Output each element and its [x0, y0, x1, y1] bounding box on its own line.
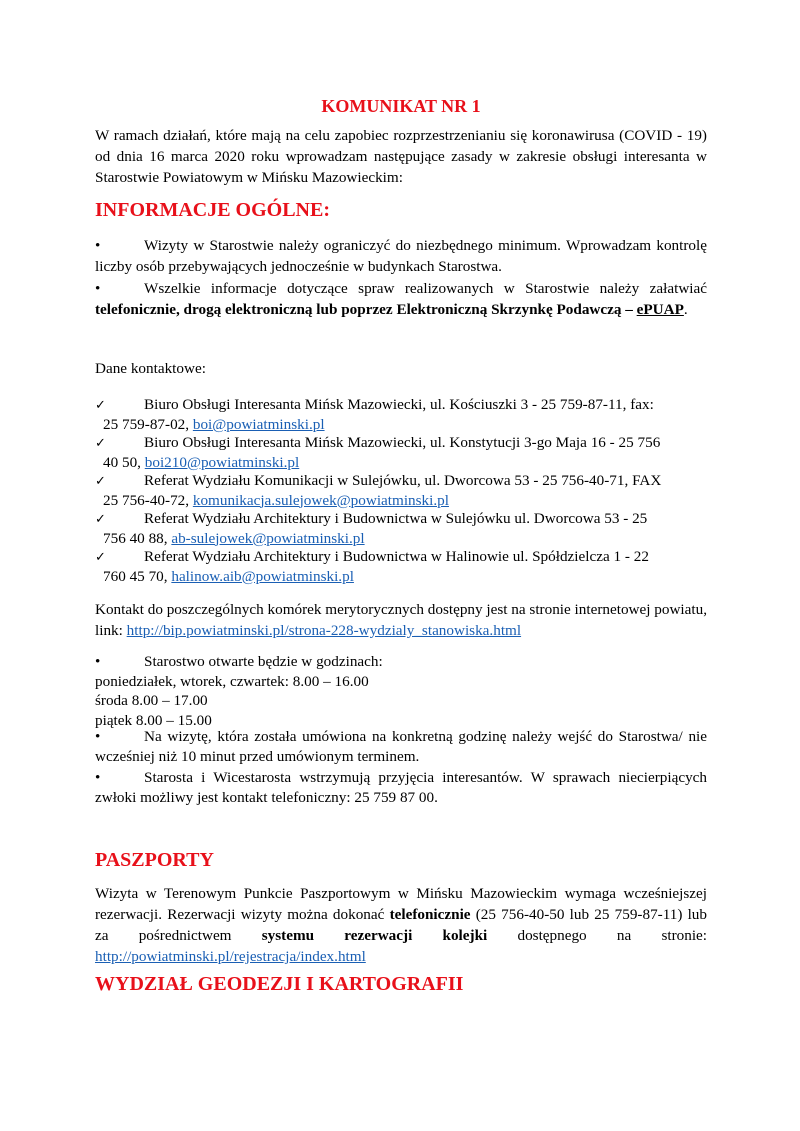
bullet-appointment: [95, 727, 707, 767]
section-heading-geodesy: WYDZIAŁ GEODEZJI I KARTOGRAFII: [95, 973, 464, 995]
checkmark-icon: ✓: [95, 398, 106, 413]
bullet-starosta: [95, 768, 707, 808]
contact-phone: 25 756-40-72,: [103, 491, 193, 509]
email-link[interactable]: boi210@powiatminski.pl: [144, 453, 300, 471]
section-heading-general: INFORMACJE OGÓLNE:: [95, 199, 330, 221]
checkmark-icon: ✓: [95, 474, 106, 489]
bullet-text: Starosta i Wicestarosta wstrzymują przyjęcia interesantów. W sprawach niecierpiących zwłoki możliwy jest kontakt telefoniczny: 25 759 87 00.: [95, 769, 707, 806]
contact-item: [95, 472, 707, 510]
contact-address: Biuro Obsługi Interesanta Mińsk Mazowiecki, ul. Kościuszki 3 - 25 759-87-11, fax:: [144, 396, 654, 413]
bullet-icon: •: [95, 280, 101, 297]
bold-phone: telefonicznie: [389, 906, 471, 923]
document-title: KOMUNIKAT NR 1: [321, 96, 481, 116]
contact-phone: 760 45 70,: [103, 567, 172, 585]
contacts-label: Dane kontaktowe:: [95, 360, 206, 377]
bullet-text: Na wizytę, która została umówiona na konkretną godzinę należy wejść do Starostwa/ nie wcześniej niż 10 minut przed umówionym terminem.: [95, 728, 707, 765]
bullet-text: Wizyty w Starostwie należy ograniczyć do niezbędnego minimum. Wprowadzam kontrolę liczby osób przebywających jednocześnie w budynkach Starostwa.: [95, 237, 707, 275]
epuap-text: ePUAP: [636, 301, 684, 318]
hours-row: środa 8.00 – 17.00: [95, 692, 208, 709]
contact-item: [95, 434, 707, 472]
passports-paragraph: [95, 883, 707, 967]
passports-text: dostępnego na stronie:: [487, 927, 707, 944]
opening-hours: [95, 652, 707, 730]
bullet-visits-limit: [95, 235, 707, 277]
bold-queue-system: systemu rezerwacji kolejki: [261, 927, 488, 944]
checkmark-icon: ✓: [95, 550, 106, 565]
bullet-icon: •: [95, 769, 101, 786]
departments-link[interactable]: http://bip.powiatminski.pl/strona-228-wydzialy_stanowiska.html: [126, 622, 522, 639]
period: .: [683, 301, 688, 318]
hours-intro: Starostwo otwarte będzie w godzinach:: [144, 653, 383, 670]
contact-item: [95, 548, 707, 586]
passports-text: (25 756-40-50 lub 25 759-87-11) lub za pośrednictwem: [95, 906, 707, 944]
contact-phone: 40 50,: [103, 453, 145, 471]
bullet-icon: •: [95, 653, 101, 670]
contact-address: Referat Wydziału Architektury i Budownictwa w Halinowie ul. Spółdzielcza 1 - 22: [144, 548, 649, 565]
email-link[interactable]: boi@powiatminski.pl: [192, 415, 325, 433]
contact-item: [95, 510, 707, 548]
checkmark-icon: ✓: [95, 436, 106, 451]
hours-row: poniedziałek, wtorek, czwartek: 8.00 – 16.00: [95, 672, 369, 690]
email-link[interactable]: ab-sulejowek@powiatminski.pl: [171, 529, 365, 547]
contact-phone: 756 40 88,: [103, 529, 172, 547]
departments-text: Kontakt do poszczególnych komórek merytorycznych dostępny jest na stronie internetowej powiatu, link:: [95, 601, 707, 639]
contact-item: [95, 396, 707, 434]
contacts-list: [95, 396, 707, 586]
bullet-icon: •: [95, 237, 101, 254]
section-heading-passports: PASZPORTY: [95, 849, 214, 871]
hours-row: piątek 8.00 – 15.00: [95, 711, 212, 729]
email-link[interactable]: komunikacja.sulejowek@powiatminski.pl: [192, 491, 449, 509]
contact-phone: 25 759-87-02,: [103, 415, 193, 433]
passports-text: Wizyta w Terenowym Punkcie Paszportowym w Mińsku Mazowieckim wymaga wcześniejszej rezerwacji. Rezerwacji wizyty można dokonać: [95, 885, 707, 923]
contact-address: Biuro Obsługi Interesanta Mińsk Mazowiecki, ul. Konstytucji 3-go Maja 16 - 25 756: [144, 434, 661, 451]
bold-contact-methods: telefonicznie, drogą elektroniczną lub poprzez Elektroniczną Skrzynkę Podawczą –: [95, 301, 637, 318]
intro-paragraph: W ramach działań, które mają na celu zapobiec rozprzestrzenianiu się koronawirusa (COVID - 19) od dnia 16 marca 2020 roku wprowadzam następujące zasady w zakresie obsługi interesanta w Starostwie Powiatowym w Mińsku Mazowieckim:: [95, 127, 707, 186]
bullet-contact-methods: [95, 278, 707, 320]
checkmark-icon: ✓: [95, 512, 106, 527]
departments-paragraph: [95, 599, 707, 641]
registration-link[interactable]: http://powiatminski.pl/rejestracja/index.html: [95, 948, 366, 965]
contact-address: Referat Wydziału Komunikacji w Sulejówku, ul. Dworcowa 53 - 25 756-40-71, FAX: [144, 472, 662, 489]
bullet-text: Wszelkie informacje dotyczące spraw realizowanych w Starostwie należy załatwiać: [144, 280, 707, 297]
contact-address: Referat Wydziału Architektury i Budownictwa w Sulejówku ul. Dworcowa 53 - 25: [144, 510, 648, 527]
bullet-icon: •: [95, 728, 101, 745]
email-link[interactable]: halinow.aib@powiatminski.pl: [171, 567, 354, 585]
